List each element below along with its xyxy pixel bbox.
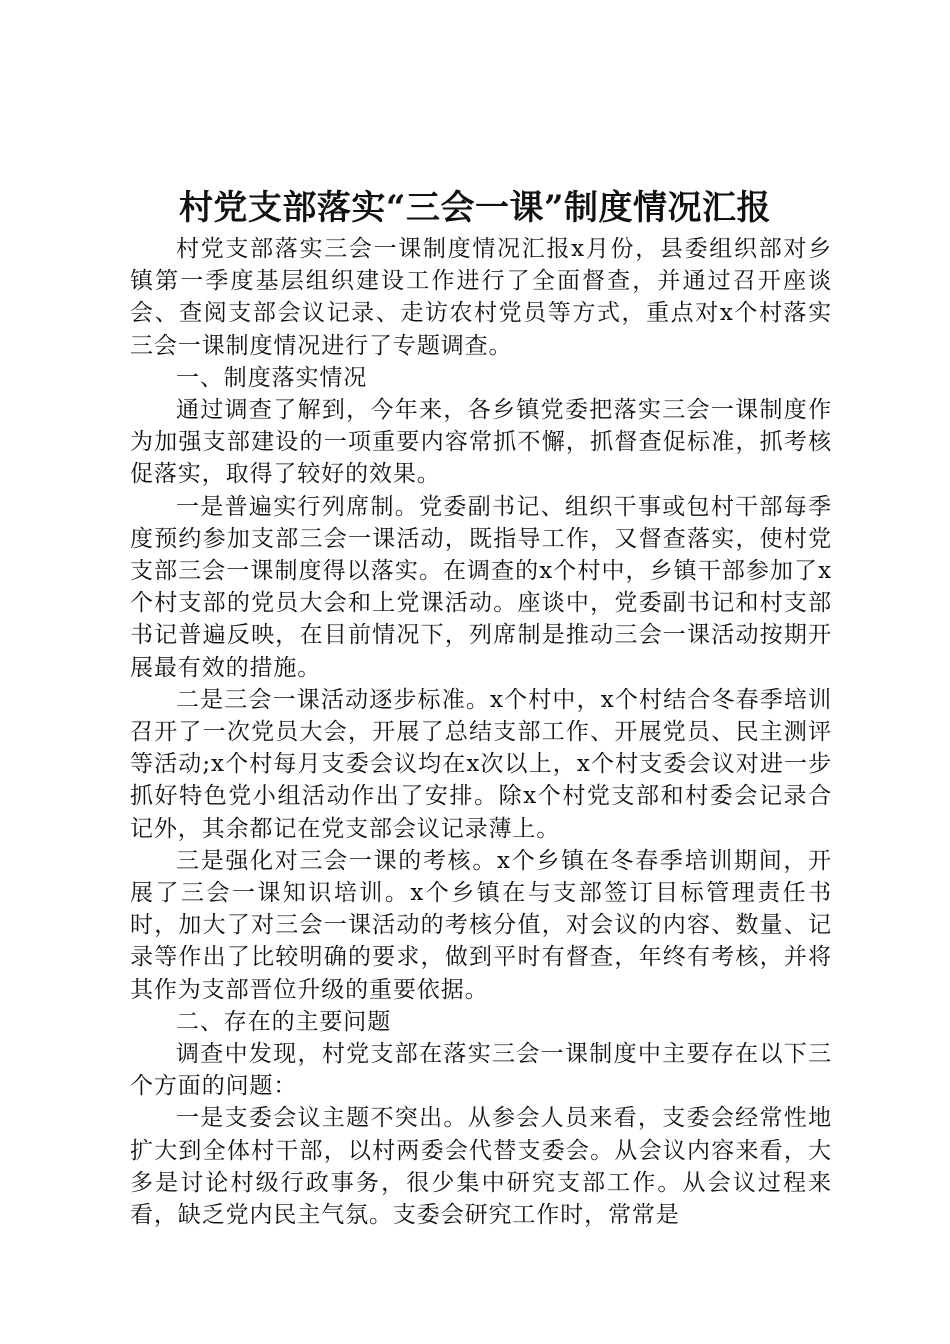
paragraph-point-two: 二是三会一课活动逐步标准。x个村中，x个村结合冬春季培训召开了一次党员大会，开展了总结支部工作、开展党员、民主测评等活动;x个村每月支委会议均在x次以上，x个村支委会议对进一步抓好特色党小组活动作出了安排。除x个村党支部和村委会记录合记外，其余都记在党支部会议记录薄上。	[130, 686, 832, 842]
intro-paragraph: 村党支部落实三会一课制度情况汇报x月份，县委组织部对乡镇第一季度基层组织建设工作进行了全面督查，并通过召开座谈会、查阅支部会议记录、走访农村党员等方式，重点对x个村落实三会一课制度情况进行了专题调查。	[130, 236, 832, 359]
section-heading-implementation: 一、制度落实情况	[176, 364, 368, 391]
paragraph-point-three: 三是强化对三会一课的考核。x个乡镇在冬春季培训期间，开展了三会一课知识培训。x个乡镇在与支部签订目标管理责任书时，加大了对三会一课活动的考核分值，对会议的内容、数量、记录等作出了比较明确的要求，做到平时有督查，年终有考核，并将其作为支部晋位升级的重要依据。	[130, 847, 832, 1003]
paragraph-problems-intro: 调查中发现，村党支部在落实三会一课制度中主要存在以下三个方面的问题：	[130, 1041, 832, 1100]
paragraph-survey-summary: 通过调查了解到，今年来，各乡镇党委把落实三会一课制度作为加强支部建设的一项重要内容常抓不懈，抓督查促标准，抓考核促落实，取得了较好的效果。	[130, 397, 832, 488]
document-title: 村党支部落实“三会一课”制度情况汇报	[178, 188, 772, 228]
paragraph-point-one: 一是普遍实行列席制。党委副书记、组织干事或包村干部每季度预约参加支部三会一课活动，既指导工作，又督查落实，使村党支部三会一课制度得以落实。在调查的x个村中，乡镇干部参加了x个村支部的党员大会和上党课活动。座谈中，党委副书记和村支部书记普遍反映，在目前情况下，列席制是推动三会一课活动按期开展最有效的措施。	[130, 493, 832, 681]
section-heading-problems: 二、存在的主要问题	[176, 1008, 392, 1035]
document-body	[130, 233, 832, 1231]
paragraph-problem-one: 一是支委会议主题不突出。从参会人员来看，支委会经常性地扩大到全体村干部，以村两委会代替支委会。从会议内容来看，大多是讨论村级行政事务，很少集中研究支部工作。从会议过程来看，缺乏党内民主气氛。支委会研究工作时，常常是	[130, 1105, 832, 1229]
